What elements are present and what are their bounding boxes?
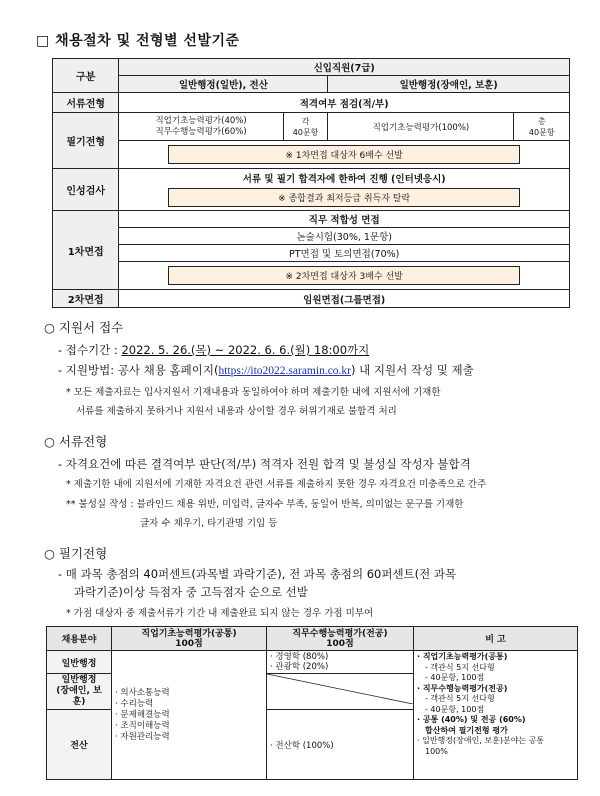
application-method: [58, 362, 474, 378]
remark: - 객관식 5지 선다형: [425, 662, 495, 672]
t2-major-general: [267, 651, 414, 674]
application-method-label: - 지원방법: 공사 채용 홈페이지(: [58, 363, 219, 377]
major-item: · 경영학 (80%): [270, 652, 329, 662]
application-method-rest: ) 내 지원서 작성 및 제출: [351, 363, 474, 377]
t2-remarks: [414, 651, 578, 780]
header-col-a: 일반행정(일반), 전산: [119, 76, 328, 93]
pilgi-a2: 직무수행능력평가(60%): [155, 126, 247, 137]
remark: 합산하여 필기전형 평가: [425, 725, 508, 735]
remark: 100%: [425, 746, 448, 756]
documents-line1: - 자격요건에 따른 결격여부 판단(적/부) 적격자 전원 합격 및 불성실 작성자 불합격: [58, 457, 471, 471]
header-gubun: 구분: [53, 59, 119, 93]
pilgi-a1: 직업기초능력평가(40%): [155, 115, 247, 126]
t2-row-general: 일반행정: [47, 651, 112, 674]
header-col-b: 일반행정(장애인, 보훈): [328, 76, 570, 93]
remark: - 객관식 5지 선다형: [425, 694, 495, 703]
remark: · 일반행정(장애인, 보훈)분야는 공통: [417, 736, 545, 745]
written-line1: - 매 과목 총점의 40퍼센트(과목별 과락기준), 전 과목 총점의 60퍼센트(전 과목: [58, 567, 457, 581]
t2-header-remarks: 비 고: [414, 627, 578, 651]
first-line2: 논술시험(30%, 1문항): [119, 228, 570, 245]
second-content: 임원면접(그룹면접): [119, 290, 570, 308]
common-item: · 문제해결능력: [115, 709, 170, 720]
pilgi-a-each: 각: [301, 116, 310, 126]
common-item: · 자원관리능력: [115, 731, 170, 742]
documents-note3: 글자 수 채우기, 타기관명 기입 등: [140, 518, 278, 529]
written-note1: * 가점 대상자 중 제출서류가 기간 내 제출완료 되지 않는 경우 가점 미부여: [66, 608, 374, 619]
remark: - 40문항, 100점: [425, 704, 485, 714]
common-item: · 조직이해능력: [115, 720, 170, 731]
t2-row-disabled: 일반행정 (장애인, 보훈): [47, 674, 112, 710]
common-item: · 수리능력: [115, 698, 154, 709]
application-note2: 서류를 제출하지 못하거나 지원서 내용과 상이할 경우 허위기재로 불합격 처리: [76, 406, 397, 417]
application-period-value: 2022. 5. 26.(목) ~ 2022. 6. 6.(월) 18:00까지: [121, 343, 370, 357]
documents-note2: ** 불성실 작성 : 블라인드 채용 위반, 미입력, 글자수 부족, 동일어 반복, 의미없는 문구를 기재한: [66, 499, 464, 510]
seoryu-content: 적격여부 점검(적/부): [119, 93, 570, 113]
pilgi-b1: 직업기초능력평가(100%): [328, 113, 514, 141]
pilgi-a-count: [283, 113, 328, 141]
inseong-line1: 서류 및 필기 합격자에 한하여 진행 (인터넷응시): [242, 174, 446, 185]
application-period-label: - 접수기간 :: [58, 343, 122, 357]
first-line3: PT면접 및 토의면접(70%): [119, 245, 570, 262]
first-line1: 직무 적합성 면접: [119, 211, 570, 228]
t2-header-common: 직업기초능력평가(공통) 100점: [112, 627, 267, 651]
first-note: ※ 2차면접 대상자 3배수 선발: [168, 266, 520, 285]
t2-common-items: [112, 651, 267, 780]
t2-header-field: 채용분야: [47, 627, 112, 651]
pilgi-b-count-value: 40문항: [528, 127, 555, 137]
diagonal-slash: [267, 674, 413, 704]
remark: - 40문항, 100점: [425, 673, 485, 682]
t2-header-major: 직무수행능력평가(전공) 100점: [267, 627, 414, 651]
pilgi-a-items: [119, 113, 283, 141]
row-label-second: 2차면접: [53, 290, 119, 308]
pilgi-note: ※ 1차면접 대상자 6배수 선발: [168, 145, 520, 164]
application-period: [58, 342, 369, 358]
remark: · 직업기초능력평가(공통): [417, 652, 508, 661]
common-item: · 의사소통능력: [115, 687, 170, 698]
selection-process-table: [52, 58, 570, 308]
inseong-note: ※ 종합결과 최저등급 취득자 탈락: [168, 188, 520, 207]
documents-note1: * 제출기한 내에 지원서에 기재한 자격요건 관련 서류를 제출하지 못한 경우 자격요건 미충족으로 간주: [66, 479, 487, 490]
section-heading-written: ○ 필기전형: [44, 546, 108, 561]
row-label-first: 1차면접: [53, 211, 119, 290]
row-label-inseong: 인성검사: [53, 169, 119, 211]
t2-row-it: 전산: [47, 710, 112, 780]
row-label-seoryu: 서류전형: [53, 93, 119, 113]
remark: · 직무수행능력평가(전공): [417, 683, 508, 693]
major-item: · 관광학 (20%): [270, 662, 329, 672]
section-heading-application: ○ 지원서 접수: [44, 320, 124, 335]
t2-major-it: · 전산학 (100%): [267, 710, 414, 780]
pilgi-a-count-value: 40문항: [292, 127, 319, 137]
page-title: □ 채용절차 및 전형별 선발기준: [36, 33, 240, 49]
application-url-link[interactable]: https://ito2022.saramin.co.kr: [218, 365, 352, 377]
pilgi-b-total: 총: [537, 116, 546, 126]
section-heading-documents: ○ 서류전형: [44, 434, 108, 449]
remark: · 공통 (40%) 및 전공 (60%): [417, 715, 526, 724]
application-note1: * 모든 제출자료는 입사지원서 기재내용과 동일하여야 하며 제출기한 내에 지원서에 기재한: [66, 387, 441, 398]
row-label-pilgi: 필기전형: [53, 113, 119, 169]
t2-major-disabled-empty: [267, 674, 414, 710]
written-line2: 과락기준)이상 득점자 중 고득점자 순으로 선발: [74, 585, 308, 599]
pilgi-b-count: [514, 113, 570, 141]
header-sinip: 신입직원(7급): [119, 59, 570, 76]
written-exam-table: [46, 626, 578, 780]
